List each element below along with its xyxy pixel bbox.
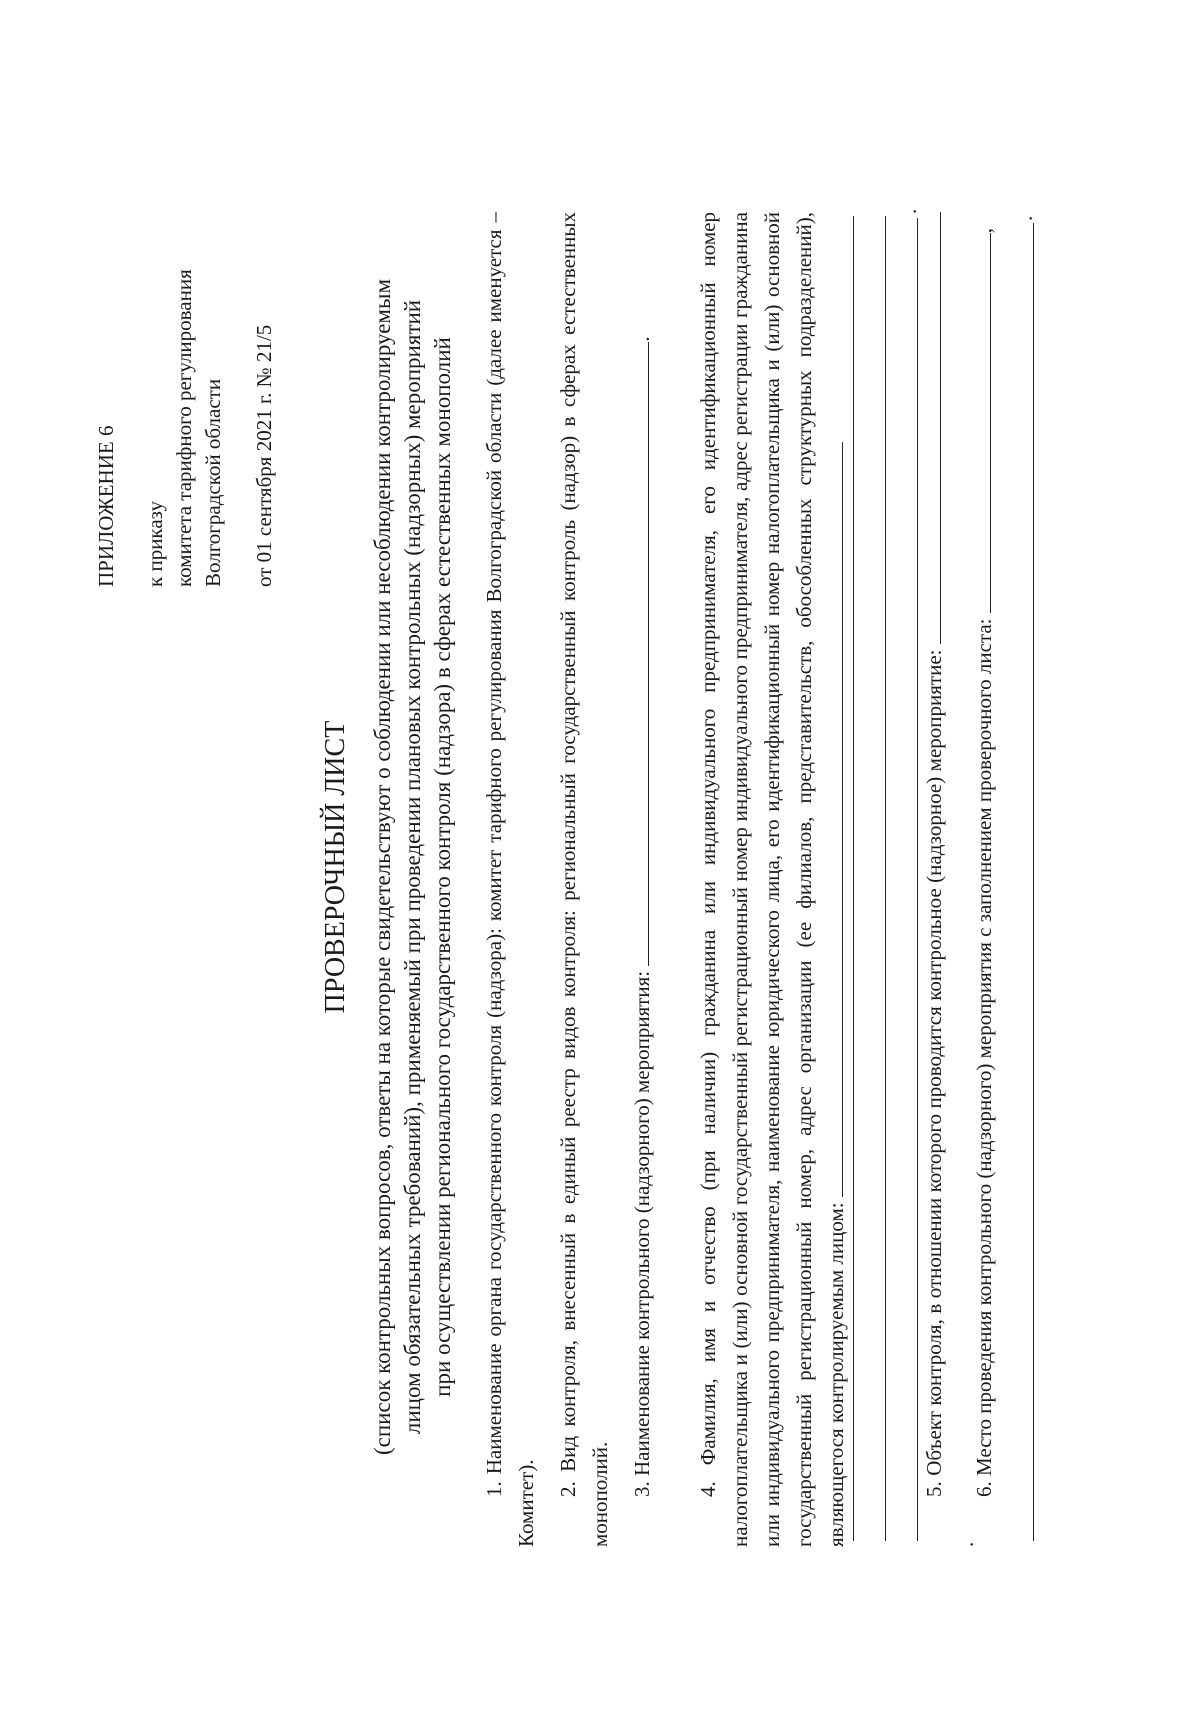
item-6-fill-line[interactable] (972, 233, 991, 613)
item-4-label: 4. Фамилия, имя и отчество (при наличии) гражданина или индивидуального предпринимателя, его идентификационный номер налогоплательщика и (или) основной государственный регистрационный номер индивидуального предпринимателя, адрес регистрации гражданина или индивидуального предпринимателя, наименование юридического лица, его идентификационный номер налогоплательщика и (или) основной государственный регистрационный номер, адрес организации (ее филиалов, представительств, обособленных структурных подразделений), являющегося контролируемым лицом: (696, 212, 848, 1547)
item-3-period: . (630, 336, 654, 342)
order-date: от 01 сентября 2021 г. № 21/5 (252, 324, 276, 587)
item-5-fill-line[interactable] (922, 212, 941, 644)
subtitle-line: лицом обязательных требований), применяемый при проведении плановых контрольных (надзорных) мероприятий (400, 299, 425, 1435)
item-5-period: . (954, 1541, 978, 1547)
subtitle (368, 167, 458, 1567)
order-ref: к приказу (143, 501, 167, 587)
region-name: Волгоградской области (201, 378, 225, 587)
item-4-fill-line[interactable] (824, 442, 843, 1197)
page-title: ПРОВЕРОЧНЫЙ ЛИСТ (320, 720, 351, 1014)
item-2: 2. Вид контроля, внесенный в единый реестр видов контроля: региональный государственный контроль (надзор) в сферах естественных монополий. (556, 212, 612, 1547)
item-3 (626, 212, 658, 1547)
item-6-period: . (1013, 215, 1037, 221)
item-6-label: 6. Место проведения контрольного (надзорного) мероприятия с заполнением проверочного листа: (972, 618, 996, 1497)
item-4-extra-line[interactable] (885, 216, 886, 1541)
subtitle-line: (список контрольных вопросов, ответы на которые свидетельствуют о соблюдении или несоблюдении контролируемым (370, 279, 395, 1455)
subtitle-line: при осуществлении регионального государственного контроля (надзора) в сферах естественных монополий (430, 337, 455, 1397)
item-4-extra-line[interactable] (853, 216, 854, 1541)
item-3-fill-line[interactable] (630, 342, 649, 966)
item-4-period: . (897, 208, 921, 214)
item-3-label: 3. Наименование контрольного (надзорного) мероприятия: (630, 970, 654, 1497)
item-1: 1. Наименование органа государственного контроля (надзора): комитет тарифного регулирования Волгоградской области (далее именуется – Комитет). (482, 212, 538, 1547)
item-5-label: 5. Объект контроля, в отношении которого проводится контрольное (надзорное) мероприятие: (922, 649, 946, 1497)
item-6-extra-line[interactable] (1033, 223, 1034, 1541)
approval-header (92, 107, 279, 587)
item-6-comma: , (972, 228, 996, 234)
item-6 (968, 212, 1000, 1547)
appendix-number: ПРИЛОЖЕНИЕ 6 (94, 425, 118, 587)
committee-name: комитета тарифного регулирования (172, 269, 196, 587)
item-4 (692, 212, 852, 1547)
